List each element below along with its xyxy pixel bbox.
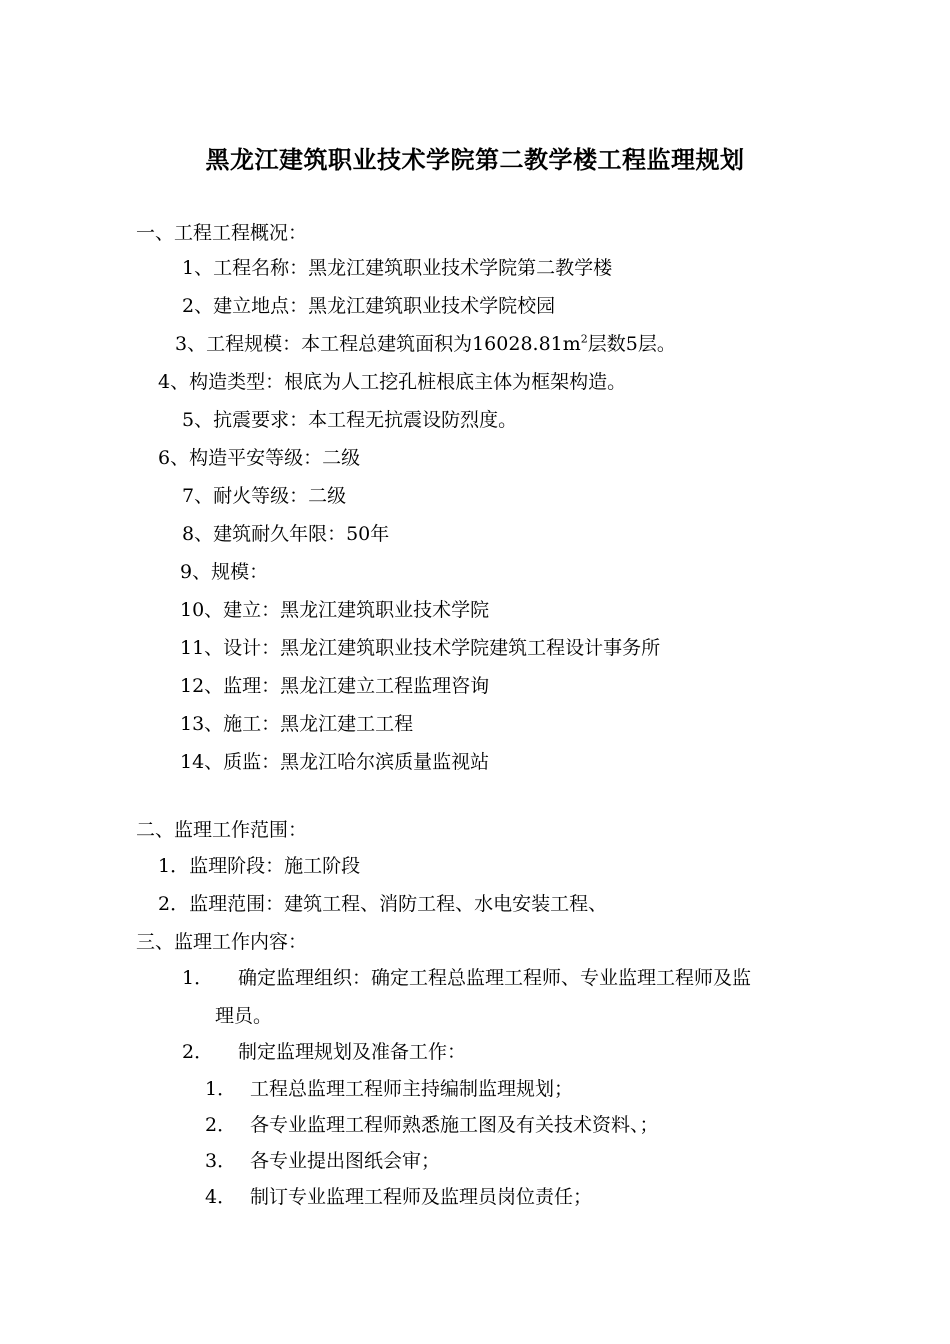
section1-item-6: 6、构造平安等级：二级 xyxy=(158,447,361,469)
section2-item-2: 2．监理范围：建筑工程、消防工程、水电安装工程、 xyxy=(158,893,608,915)
section3-subitem-3-text: 各专业提出图纸会审； xyxy=(250,1150,441,1172)
section3-item-1-text: 确定监理组织：确定工程总监理工程师、专业监理工程师及监 xyxy=(238,967,752,989)
section3-subitem-2-text: 各专业监理工程师熟悉施工图及有关技术资料、； xyxy=(250,1114,659,1136)
section1-item-1: 1、工程名称：黑龙江建筑职业技术学院第二教学楼 xyxy=(182,257,613,279)
section1-item-12: 12、监理：黑龙江建立工程监理咨询 xyxy=(180,675,490,697)
section1-item-14: 14、质监：黑龙江哈尔滨质量监视站 xyxy=(180,751,490,773)
section1-item-3-superscript: 2 xyxy=(580,332,588,346)
section1-item-11: 11、设计：黑龙江建筑职业技术学院建筑工程设计事务所 xyxy=(180,637,661,659)
document-title: 黑龙江建筑职业技术学院第二教学楼工程监理规划 xyxy=(205,146,745,174)
section1-item-10: 10、建立：黑龙江建筑职业技术学院 xyxy=(180,599,490,621)
section1-item-8: 8、建筑耐久年限：50年 xyxy=(182,523,390,545)
section3-heading: 三、监理工作内容： xyxy=(136,931,308,953)
section3-item-2-text: 制定监理规划及准备工作： xyxy=(238,1041,467,1063)
section1-item-9: 9、规模： xyxy=(180,561,269,583)
section1-item-3 xyxy=(175,330,676,358)
section3-subitem-1-number: 1． xyxy=(205,1078,237,1100)
section1-item-3-text: 3、工程规模：本工程总建筑面积为16028.81m xyxy=(175,333,581,355)
section1-item-13: 13、施工：黑龙江建工工程 xyxy=(180,713,414,735)
section3-subitem-1-text: 工程总监理工程师主持编制监理规划； xyxy=(250,1078,574,1100)
section2-heading: 二、监理工作范围： xyxy=(136,819,308,841)
section3-subitem-4-text: 制订专业监理工程师及监理员岗位责任； xyxy=(250,1186,593,1208)
section3-subitem-3-number: 3． xyxy=(205,1150,237,1172)
section3-item-1-number: 1． xyxy=(182,967,214,989)
section1-item-7: 7、耐火等级：二级 xyxy=(182,485,347,507)
section1-item-5: 5、抗震要求：本工程无抗震设防烈度。 xyxy=(182,409,518,431)
section3-item-1-continuation: 理员。 xyxy=(215,1005,273,1027)
section2-item-1: 1．监理阶段：施工阶段 xyxy=(158,855,361,877)
section3-subitem-4-number: 4． xyxy=(205,1186,237,1208)
section1-item-3-tail: 层数5层。 xyxy=(587,333,676,355)
section1-heading: 一、工程工程概况： xyxy=(136,222,308,244)
section3-item-2-number: 2． xyxy=(182,1041,214,1063)
section1-item-4: 4、构造类型：根底为人工挖孔桩根底主体为框架构造。 xyxy=(158,371,627,393)
section1-item-2: 2、建立地点：黑龙江建筑职业技术学院校园 xyxy=(182,295,556,317)
section3-subitem-2-number: 2． xyxy=(205,1114,237,1136)
